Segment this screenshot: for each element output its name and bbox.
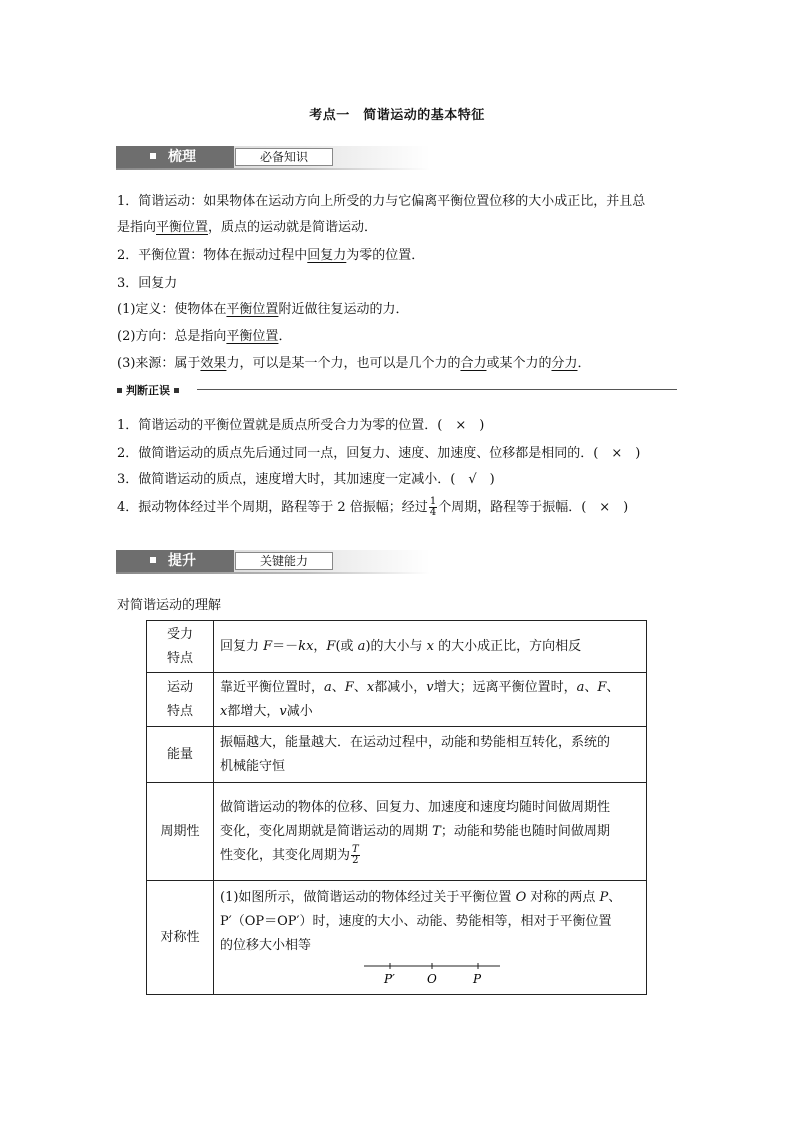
symbol: O: [515, 889, 527, 905]
symbol: T: [432, 823, 441, 839]
divider: [197, 389, 677, 390]
definition-line-6: [117, 352, 591, 371]
text: (或: [335, 638, 358, 654]
text: (3)来源：属于: [117, 356, 201, 371]
symmetry-diagram: [220, 960, 640, 990]
symbol: kx: [298, 638, 314, 654]
label-p: P: [473, 971, 482, 986]
table-row: [147, 727, 647, 783]
definition-line-5: [117, 325, 291, 344]
text: 减小: [286, 703, 313, 719]
judge-heading: [117, 382, 677, 396]
text: 附近做往复运动的力．: [278, 302, 409, 317]
text: )的大小与: [365, 638, 427, 654]
section-tag-label: 提升: [168, 553, 196, 569]
underlined-term: 回复力: [307, 248, 347, 263]
section-underline: [116, 572, 430, 574]
row-description: 靠近平衡位置时，a、F、x都减小，v增大；远离平衡位置时，a、F、 x都增大，v减小: [214, 673, 647, 727]
definition-line-3: 3．回复力: [117, 276, 178, 291]
symbol: v: [279, 703, 287, 719]
definition-line-4: [117, 298, 408, 317]
text: 受力: [166, 626, 193, 642]
table-row: [147, 881, 647, 995]
label-p-prime: P′: [384, 971, 395, 986]
text: 的位移大小相等: [220, 937, 312, 953]
symbol: a: [324, 679, 332, 695]
text: 的大小成正比，方向相反: [434, 638, 582, 654]
underlined-term: 平衡位置: [226, 329, 279, 344]
text: 4．振动物体经过半个周期，路程等于 2 倍振幅；经过: [117, 500, 428, 515]
row-description: [214, 783, 647, 881]
symbol: a: [576, 679, 585, 695]
judge-item-4: [117, 496, 628, 518]
underlined-term: 合力: [460, 356, 487, 371]
judge-heading-label: 判断正误: [126, 384, 170, 397]
definition-line-2: [117, 244, 424, 263]
symbol: x: [366, 679, 375, 695]
text: 性变化，其变化周期为: [220, 847, 351, 863]
section-underline: [116, 168, 430, 170]
text: P′（OP＝OP′）时，速度的大小、动能、势能相等，相对于平衡位置: [220, 913, 612, 929]
text: ，: [313, 638, 327, 654]
section-header-review: [116, 146, 430, 168]
row-label: 能量: [147, 727, 214, 783]
symbol: F: [597, 679, 607, 695]
page-title: 考点一 简谐运动的基本特征: [309, 108, 485, 123]
section-tag: [116, 146, 234, 168]
fraction-numerator: T: [352, 843, 359, 855]
fraction: [351, 845, 360, 866]
table-row: [147, 673, 647, 727]
label-o: O: [427, 971, 437, 986]
row-label: 对称性: [147, 881, 214, 995]
row-description: [214, 621, 647, 673]
text: 运动: [166, 679, 193, 695]
symbol: F: [344, 679, 354, 695]
text: (2)方向：总是指向: [117, 329, 227, 344]
square-icon: [117, 388, 122, 393]
fraction: [429, 497, 437, 518]
text: 增大；远离平衡位置时，: [433, 679, 577, 695]
table-caption: 对简谐运动的理解: [117, 598, 222, 613]
text: ；动能和势能也随时间做周期: [440, 823, 610, 839]
section-tag: [116, 550, 234, 572]
definition-line-1b: [117, 216, 377, 235]
text: 回复力: [220, 638, 264, 654]
judge-item-3: 3．做简谐运动的质点，速度增大时，其加速度一定减小．( √ ): [117, 472, 495, 487]
section-subtitle: 关键能力: [235, 552, 333, 570]
text: 机械能守恒: [220, 758, 286, 774]
text: ．: [278, 329, 292, 344]
section-subtitle: 必备知识: [235, 148, 333, 166]
table-row: [147, 783, 647, 881]
text: 都减小，: [374, 679, 427, 695]
fraction-denominator: 4: [429, 507, 437, 518]
text: 振幅越大，能量越大．在运动过程中，动能和势能相互转化，系统的: [220, 734, 611, 750]
symbol: F: [326, 638, 336, 654]
text: 2．平衡位置：物体在振动过程中: [117, 248, 308, 263]
text: 力，可以是某一个力，也可以是几个力的: [226, 356, 461, 371]
text: ＝－: [272, 638, 299, 654]
text: 做简谐运动的物体的位移、回复力、加速度和速度均随时间做周期性: [220, 799, 611, 815]
underlined-term: 效果: [200, 356, 227, 371]
square-icon: [150, 557, 156, 563]
symbol: x: [426, 638, 434, 654]
row-label: [147, 673, 214, 727]
text: (1)如图所示，做简谐运动的物体经过关于平衡位置: [220, 889, 516, 905]
text: 特点: [166, 703, 193, 719]
square-icon: [174, 388, 179, 393]
row-label: [147, 621, 214, 673]
text: 对称的两点: [526, 889, 600, 905]
underlined-term: 平衡位置: [156, 220, 209, 235]
definition-line-1a: 1．简谐运动：如果物体在运动方向上所受的力与它偏离平衡位置位移的大小成正比，并且总: [117, 194, 646, 209]
text: 为零的位置．: [346, 248, 425, 263]
text: 变化，变化周期就是简谐运动的周期: [220, 823, 433, 839]
fraction-numerator: 1: [429, 496, 437, 507]
text: 靠近平衡位置时，: [220, 679, 325, 695]
square-icon: [150, 153, 156, 159]
section-header-ability: [116, 550, 430, 572]
row-label: 周期性: [147, 783, 214, 881]
text: ．: [577, 356, 591, 371]
judge-item-1: 1．简谐运动的平衡位置就是质点所受合力为零的位置．( × ): [117, 418, 485, 433]
section-tag-label: 梳理: [168, 149, 196, 165]
row-description: [214, 881, 647, 995]
axis-diagram: [220, 960, 640, 990]
judge-item-2: 2．做简谐运动的质点先后通过同一点，回复力、速度、加速度、位移都是相同的．( × ): [117, 446, 641, 461]
text: 都增大，: [227, 703, 280, 719]
symbol: P: [599, 889, 609, 905]
properties-table: [146, 620, 647, 995]
text: 是指向: [117, 220, 157, 235]
row-description: [214, 727, 647, 783]
symbol: x: [220, 703, 228, 719]
underlined-term: 平衡位置: [226, 302, 279, 317]
symbol: v: [426, 679, 434, 695]
text: (1)定义：使物体在: [117, 302, 227, 317]
fraction-denominator: 2: [352, 854, 359, 866]
text: 或某个力的: [486, 356, 552, 371]
symbol: F: [263, 638, 273, 654]
text: ，质点的运动就是简谐运动．: [208, 220, 378, 235]
text: 特点: [166, 650, 193, 666]
text: 、: [608, 889, 622, 905]
table-row: [147, 621, 647, 673]
text: 个周期，路程等于振幅．( × ): [438, 500, 629, 515]
symbol: a: [357, 638, 366, 654]
underlined-term: 分力: [551, 356, 578, 371]
